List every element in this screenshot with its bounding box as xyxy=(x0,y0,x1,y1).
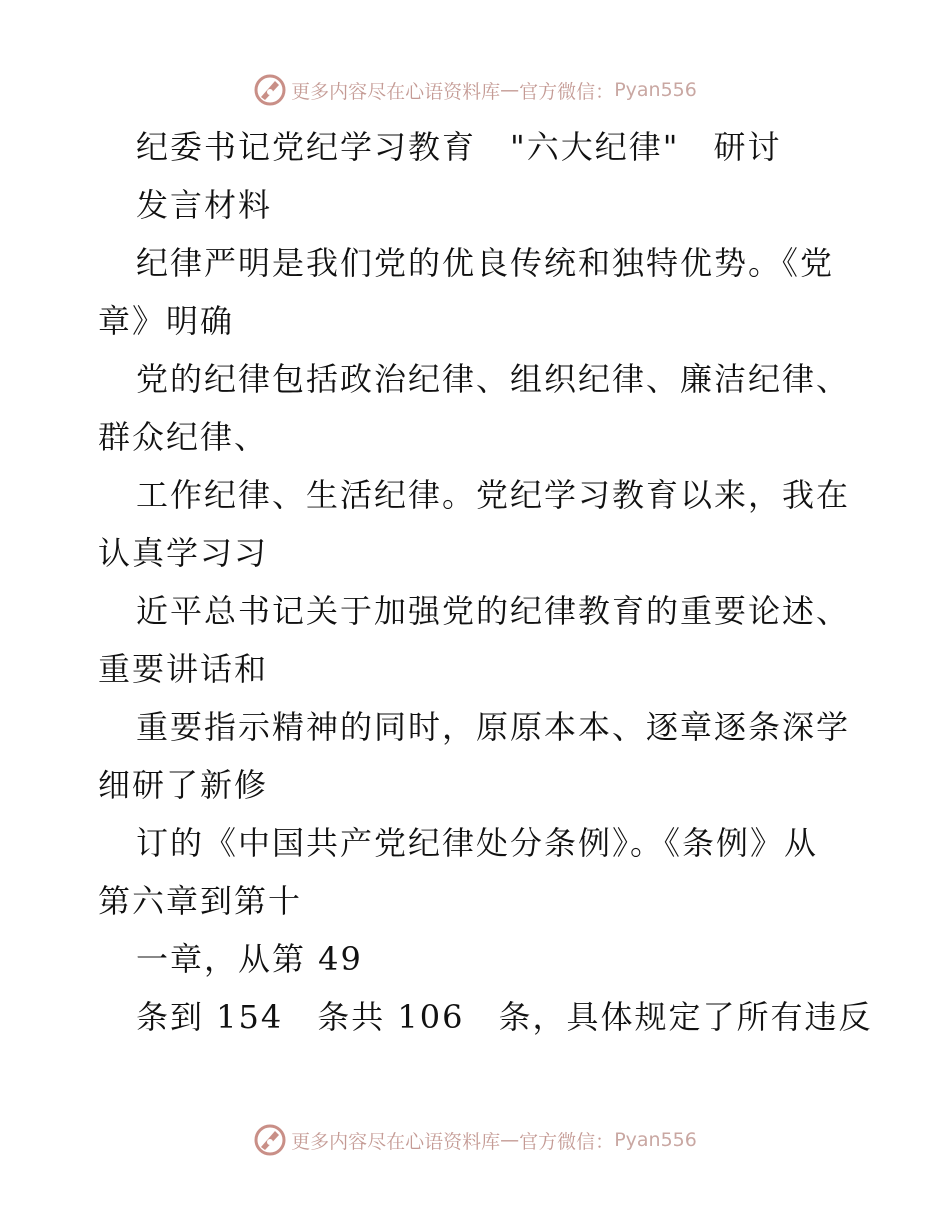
watermark-label: 官方微信： xyxy=(519,80,615,103)
watermark-text: 更多内容尽在心语资料库 xyxy=(291,80,501,103)
paragraph-line: 重要讲话和 xyxy=(98,650,269,688)
watermark-id: Pyan556 xyxy=(614,79,697,101)
paragraph-line: 党的纪律包括政治纪律、组织纪律、廉洁纪律、 xyxy=(136,360,851,398)
paragraph-line: 订的《中国共产党纪律处分条例》。《条例》从 xyxy=(136,824,819,862)
watermark-id: Pyan556 xyxy=(614,1129,697,1151)
paragraph-line: 认真学习习 xyxy=(98,534,269,572)
document-body xyxy=(98,118,873,1046)
footer-watermark xyxy=(0,1120,950,1160)
watermark-label: 官方微信： xyxy=(519,1130,615,1153)
header-watermark xyxy=(0,70,950,110)
document-title-line-2: 发言材料 xyxy=(136,186,273,224)
watermark-separator: — xyxy=(500,1129,520,1151)
pen-logo-icon xyxy=(253,73,287,107)
paragraph-line: 章》明确 xyxy=(98,302,235,340)
pen-logo-icon xyxy=(253,1123,287,1157)
watermark-separator: — xyxy=(500,79,520,101)
watermark-text: 更多内容尽在心语资料库 xyxy=(291,1130,501,1153)
document-title-line-1: 纪委书记党纪学习教育 "六大纪律" 研讨 xyxy=(136,128,782,166)
paragraph-line: 近平总书记关于加强党的纪律教育的重要论述、 xyxy=(136,592,851,630)
paragraph-line: 纪律严明是我们党的优良传统和独特优势。《党 xyxy=(136,244,835,282)
paragraph-line: 条到 154 条共 106 条，具体规定了所有违反 xyxy=(136,998,873,1036)
paragraph-line: 第六章到第十 xyxy=(98,882,303,920)
paragraph-line: 重要指示精神的同时，原原本本、逐章逐条深学 xyxy=(136,708,851,746)
paragraph-line: 一章，从第 49 xyxy=(136,940,363,978)
paragraph-line: 群众纪律、 xyxy=(98,418,269,456)
paragraph-line: 工作纪律、生活纪律。党纪学习教育以来，我在 xyxy=(136,476,851,514)
paragraph-line: 细研了新修 xyxy=(98,766,269,804)
